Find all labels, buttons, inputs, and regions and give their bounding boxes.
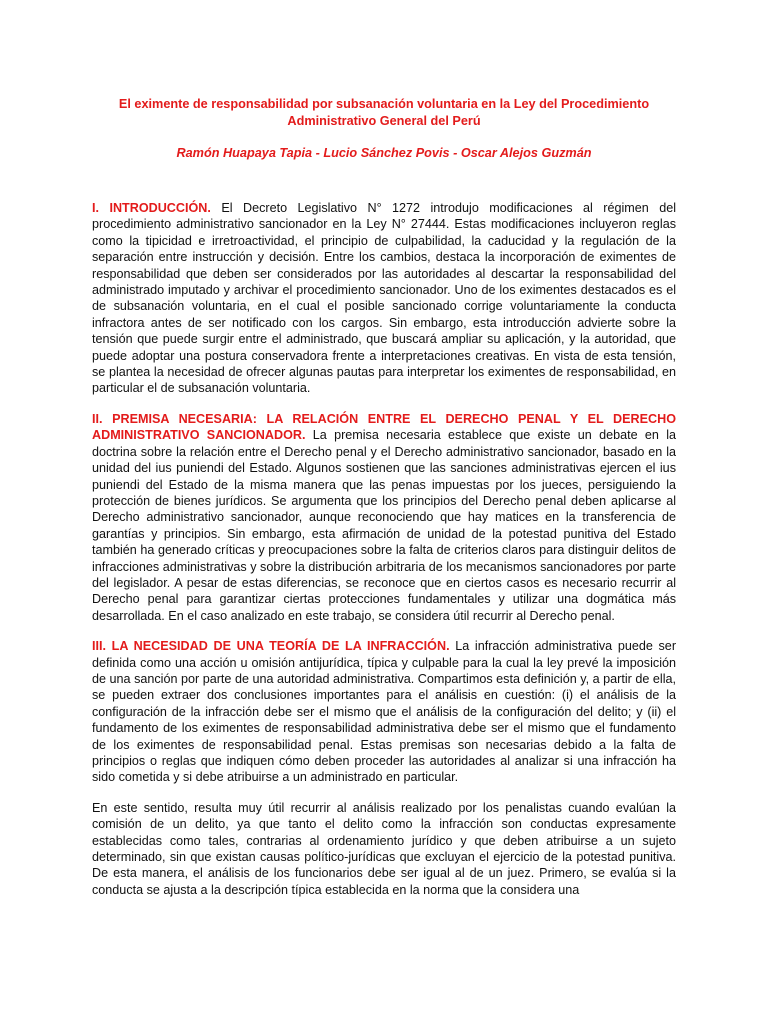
section-body: La infracción administrativa puede ser definida como una acción u omisión antijurídica, típica y culpable para la cual la ley prevé la imposición de una sanción por parte de una autoridad administrativa. Compartimos esta definición y, a partir de ella, se pueden extraer dos conclusiones importantes para el análisis en cuestión: (i) el análisis de la configuración de la infracción debe ser el mismo que el análisis de la configuración del delito; y (ii) el fundamento de los eximentes de responsabilidad administrativa debe ser el mismo que el fundamento de los eximentes de responsabilidad penal. Estas premisas son necesarias debido a la falta de principios o reglas que indiquen cómo deben proceder las autoridades al analizar si una infracción ha sido cometida y si debe atribuirse a un administrado en particular. [92,639,677,785]
section-heading: II. PREMISA NECESARIA: LA RELACIÓN ENTRE EL DERECHO PENAL Y EL DERECHO ADMINISTRATIVO SANCIONADOR. [92,411,676,443]
document-authors: Ramón Huapaya Tapia - Lucio Sánchez Povis - Oscar Alejos Guzmán [176,146,592,160]
section-body: La premisa necesaria establece que existe un debate en la doctrina sobre la relación entre el Derecho penal y el Derecho administrativo sancionador, basado en la unidad del ius puniendi del Estado. Algunos sostienen que las sanciones administrativas ejercen el ius puniendi del Estado de la misma manera que las penas impuestas por los jueces, persiguiendo la protección de bienes jurídicos. Se argumenta que los principios del Derecho penal deben aplicarse al Derecho administrativo sancionador, aunque reconociendo que hay matices en la transferencia de garantías y principios. Sin embargo, esta afirmación de unidad de la potestad punitiva del Estado también ha generado críticas y preocupaciones sobre la falta de criterios claros para distinguir delitos de infracciones administrativas y sobre la distribución arbitraria de los mecanismos sancionadores por parte del legislador. A pesar de estas diferencias, se reconoce que en ciertos casos es necesario recurrir al Derecho penal para garantizar ciertas protecciones fundamentales y utilizar una dogmática más desarrollada. En el caso analizado en este trabajo, se considera útil recurrir al Derecho penal. [92,428,676,623]
section-teoria-infraccion [92,638,676,786]
section-body: En este sentido, resulta muy útil recurrir al análisis realizado por los penalistas cuando evalúan la comisión de un delito, ya que tanto el delito como la infracción son conductas expresamente establecidas como tales, contrarias al ordenamiento jurídico y que deben atribuirse a un sujeto determinado, sin que existan causas político-jurídicas que excluyan el ejercicio de la potestad punitiva. De esta manera, el análisis de los funcionarios debe ser igual al de un juez. Primero, se evalúa si la conducta se ajusta a la descripción típica establecida en la norma que la considera una [92,800,676,897]
section-heading: I. INTRODUCCIÓN. [92,201,211,215]
section-heading: III. LA NECESIDAD DE UNA TEORÍA DE LA INFRACCIÓN. [92,639,450,654]
document-page [92,96,676,898]
section-introduccion [92,200,676,397]
section-body: El Decreto Legislativo N° 1272 introdujo modificaciones al régimen del procedimiento administrativo sancionador en la Ley N° 27444. Estas modificaciones incluyeron reglas como la tipicidad e irretroactividad, el principio de culpabilidad, la caducidad y la regulación de la separación entre instrucción y decisión. Entre los cambios, destaca la incorporación de eximentes de responsabilidad que deben ser considerados por las autoridades al descartar la responsabilidad del administrado imputado y archivar el procedimiento sancionador. Uno de los eximentes destacados es el de subsanación voluntaria, en el cual el posible sancionado corrige voluntariamente la conducta infractora antes de ser notificado con los cargos. Sin embargo, esta introducción advierte sobre la tensión que puede surgir entre el administrado, que buscará ampliar su aplicación, y la autoridad, que puede adoptar una postura conservadora frente a interpretaciones creativas. En vista de esta tensión, se plantea la necesidad de ofrecer algunas pautas para interpretar los eximentes de responsabilidad, en particular el de subsanación voluntaria. [92,201,676,396]
section-continuation-paragraph [92,800,676,898]
section-premisa-necesaria [92,411,676,624]
document-title: El eximente de responsabilidad por subsanación voluntaria en la Ley del Procedimiento Administrativo General del Perú [118,97,650,128]
